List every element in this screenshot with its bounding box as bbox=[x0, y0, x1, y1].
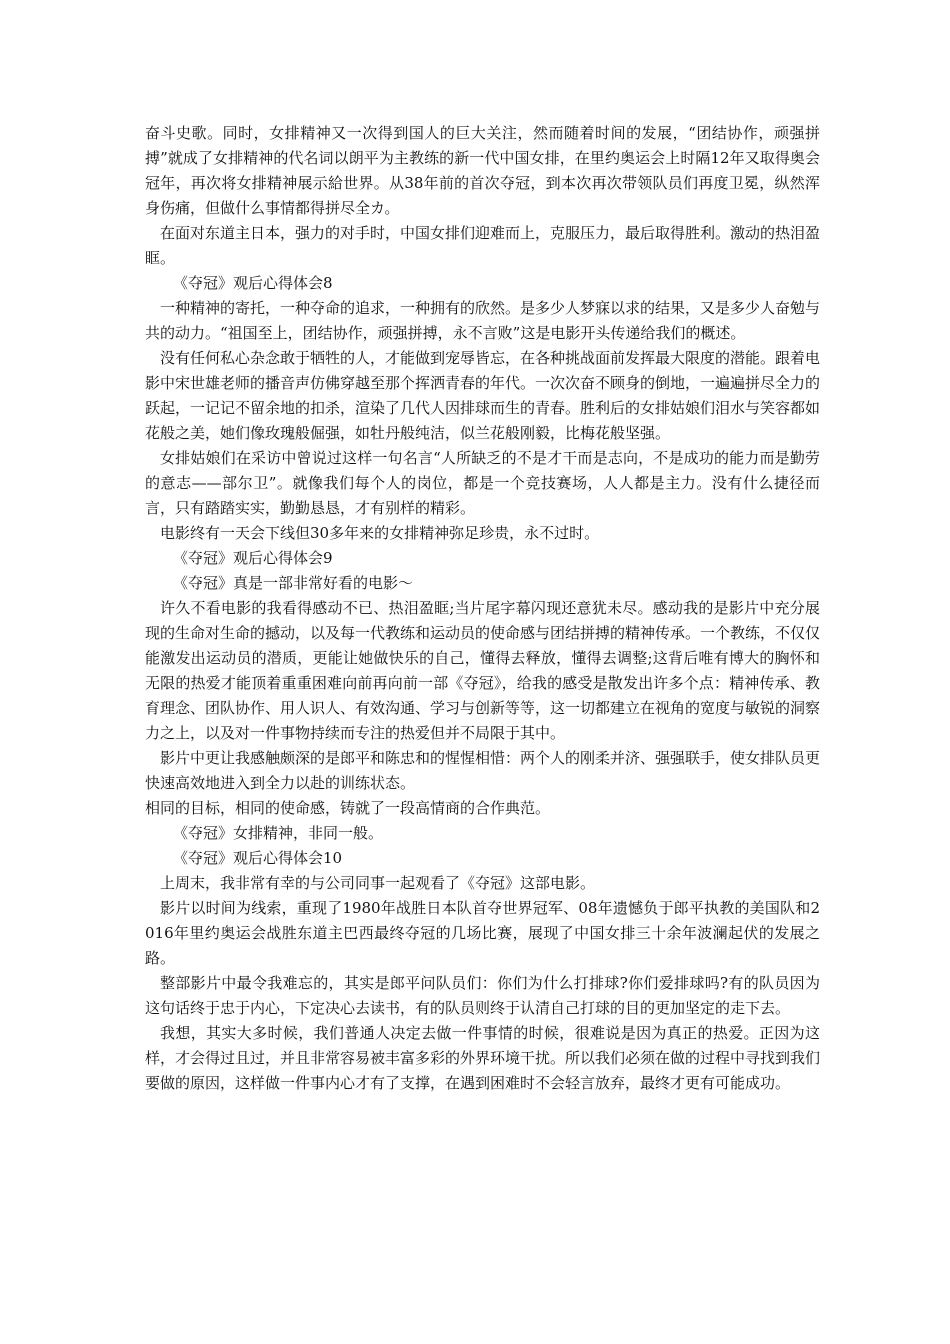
body-paragraph: 女排姑娘们在采访中曾说过这样一句名言“人所缺乏的不是才干而是志向，不是成功的能力而是勤劳的意志——部尔卫”。就像我们每个人的岗位，都是一个竞技赛场，人人都是主力。没有什么捷径而言，只有踏踏实实，勤勤恳恳，才有别样的精彩。 bbox=[145, 449, 820, 517]
body-paragraph: 整部影片中最令我难忘的，其实是郎平问队员们：你们为什么打排球?你们爱排球吗?有的队员因为这句话终于忠于内心，下定决心去读书，有的队员则终于认清自己打球的目的更加坚定的走下去。 bbox=[145, 974, 820, 1017]
section-subheading: 《夺冠》女排精神，非同一般。 bbox=[173, 824, 384, 842]
body-paragraph: 上周末，我非常有幸的与公司同事一起观看了《夺冠》这部电影。 bbox=[160, 874, 596, 892]
body-paragraph: 电影终有一天会下线但30多年来的女排精神弥足珍贵，永不过时。 bbox=[160, 524, 600, 542]
body-paragraph: 影片以时间为线索，重现了1980年战胜日本队首夺世界冠军、08年遗憾负于郎平执教的美国队和2016年里约奥运会战胜东道主巴西最终夺冠的几场比赛，展现了中国女排三十余年波澜起伏的发展之路。 bbox=[145, 899, 820, 967]
section-heading: 《夺冠》观后心得体会10 bbox=[173, 849, 343, 867]
body-paragraph: 我想，其实大多时候，我们普通人决定去做一件事情的时候，很难说是因为真正的热爱。正因为这样，才会得过且过，并且非常容易被丰富多彩的外界环境干扰。所以我们必须在做的过程中寻找到我们要做的原因，这样做一件事内心才有了支撑，在遇到困难时不会轻言放弃，最终才更有可能成功。 bbox=[145, 1024, 821, 1092]
body-paragraph: 奋斗史歌。同时，女排精神又一次得到国人的巨大关注，然而随着时间的发展，“团结协作，顽强拼搏”就成了女排精神的代名词以朗平为主教练的新一代中国女排，在里约奥运会上时隔12年又取得奥会冠年，再次将女排精神展示給世界。从38年前的首次夺冠，到本次再次带领队员们再度卫冕，纵然浑身伤痛，但做什么事情都得拼尽全カ。 bbox=[145, 124, 820, 217]
body-paragraph: 相同的目标，相同的使命感，铸就了一段高情商的合作典范。 bbox=[145, 799, 551, 817]
body-paragraph: 影片中更让我感触颇深的是郎平和陈忠和的惺惺相惜：两个人的刚柔并济、强强联手，使女排队员更快速高效地进入到全力以赴的训练状态。 bbox=[145, 749, 821, 792]
section-subheading: 《夺冠》真是一部非常好看的电影～ bbox=[173, 574, 414, 592]
body-paragraph: 许久不看电影的我看得感动不已、热泪盈眶;当片尾字幕闪现还意犹未尽。感动我的是影片中充分展现的生命对生命的撼动，以及每一代教练和运动员的使命感与团结拼搏的精神传承。一个教练，不仅仅能激发出运动员的潜质，更能让她做快乐的自己，懂得去释放，懂得去调整;这背后唯有博大的胸怀和无限的热爱才能顶着重重困难向前再向前一部《夺冠》，给我的感受是散发出许多个点：精神传承、教育理念、团队协作、用人识人、有效沟通、学习与创新等等，这一切都建立在视角的宽度与敏锐的洞察力之上，以及对一件事物持续而专注的热爱但并不局限于其中。 bbox=[145, 599, 821, 742]
body-paragraph: 一种精神的寄托，一种夺命的追求，一种拥有的欣然。是多少人梦寐以求的结果，又是多少人奋勉与共的动力。“祖国至上，团结协作，顽强拼搏，永不言败”这是电影开头传递给我们的概述。 bbox=[145, 299, 821, 342]
body-paragraph: 没有任何私心杂念敢于牺牲的人，才能做到宠辱皆忘，在各种挑战面前发挥最大限度的潜能。跟着电影中宋世雄老师的播音声仿佛穿越至那个挥洒青春的年代。一次次奋不顾身的倒地，一遍遍拼尽全力的跃起，一记记不留余地的扣杀，渲染了几代人因排球而生的青春。胜利后的女排姑娘们泪水与笑容都如花般之美，她们像玫瑰般倔强，如牡丹般纯洁，似兰花般刚毅，比梅花般坚强。 bbox=[145, 349, 821, 442]
body-paragraph: 在面对东道主日本，强力的对手时，中国女排们迎难而上，克服压力，最后取得胜利。激动的热泪盈眶。 bbox=[145, 224, 821, 267]
section-heading: 《夺冠》观后心得体会9 bbox=[173, 549, 333, 567]
section-heading: 《夺冠》观后心得体会8 bbox=[173, 274, 333, 292]
document-body bbox=[145, 121, 820, 1096]
